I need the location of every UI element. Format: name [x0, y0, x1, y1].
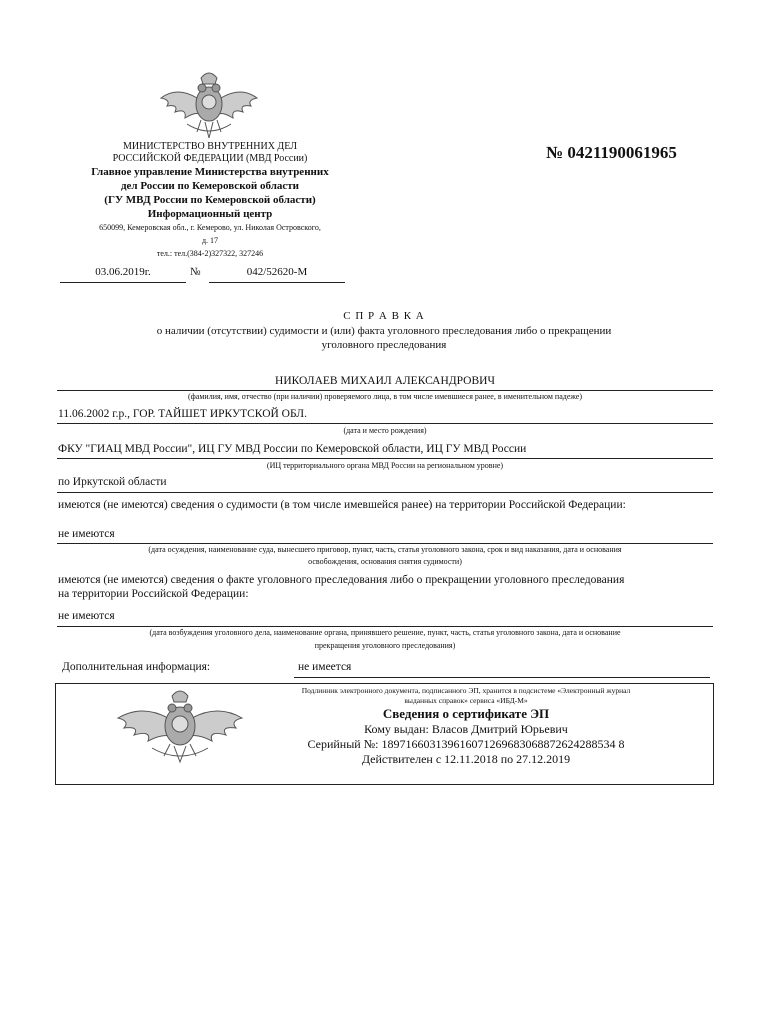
doc-subtitle-line2: уголовного преследования — [321, 339, 447, 351]
name-caption: (фамилия, имя, отчество (при наличии) проверяемого лица, в том числе имевшиеся ранее, в именительном падеже) — [187, 392, 583, 401]
conviction-value: не имеются — [58, 528, 115, 540]
conviction-caption-line2: освобождения, основания снятия судимости) — [308, 557, 462, 566]
birth-caption: (дата и место рождения) — [343, 426, 427, 435]
doc-subtitle-line1: о наличии (отсутствии) судимости и (или) факта уголовного преследования либо о прекращении — [156, 325, 612, 337]
ministry-line1: МИНИСТЕРСТВО ВНУТРЕННИХ ДЕЛ — [122, 141, 297, 152]
cert-valid: Действителен с 12.11.2018 по 27.12.2019 — [361, 752, 571, 766]
ic-caption: (ИЦ территориального органа МВД России на региональном уровне) — [266, 461, 504, 470]
cert-serial: Серийный №: 189716603139616071269683068872624288534 8 — [307, 737, 625, 751]
doc-title: С П Р А В К А — [343, 310, 425, 322]
certificate-box — [55, 683, 714, 785]
issue-date: 03.06.2019г. — [95, 266, 151, 278]
region-info: по Иркутской области — [58, 476, 167, 488]
additional-value: не имеется — [298, 661, 352, 673]
dept-line1: Главное управление Министерства внутренних — [91, 166, 329, 178]
cert-note-line1: Подлинник электронного документа, подписанного ЭП, хранится в подсистеме «Электронный журнал — [301, 686, 631, 695]
reg-number: 042/52620-М — [246, 266, 308, 278]
mvd-emblem-icon — [157, 68, 261, 146]
doc-number: № 0421190061965 — [546, 143, 677, 162]
cert-heading: Сведения о сертификате ЭП — [382, 706, 550, 721]
conviction-text: имеются (не имеются) сведения о судимости (в том числе имевшейся ранее) на территории Российской Федерации: — [58, 499, 626, 511]
prosecution-caption-line1: (дата возбуждения уголовного дела, наименование органа, принявшего решение, пункт, часть, статья уголовного закона, дата и основание — [149, 628, 621, 637]
dept-line4: Информационный центр — [147, 208, 273, 220]
prosecution-text-line1: имеются (не имеются) сведения о факте уголовного преследования либо о прекращении уголовного преследования — [58, 574, 625, 586]
cert-note-line2: выданных справок» сервиса «ИБД-М» — [404, 696, 528, 705]
mvd-emblem-icon — [112, 688, 248, 766]
prosecution-value: не имеются — [58, 610, 115, 622]
ministry-line2: РОССИЙСКОЙ ФЕДЕРАЦИИ (МВД России) — [112, 153, 308, 164]
number-sign: № — [190, 266, 201, 278]
prosecution-caption-line2: прекращения уголовного преследования) — [314, 641, 456, 650]
cert-issued-to: Кому выдан: Власов Дмитрий Юрьевич — [364, 722, 568, 736]
person-name: НИКОЛАЕВ МИХАИЛ АЛЕКСАНДРОВИЧ — [275, 375, 495, 387]
address-line2: д. 17 — [201, 236, 219, 245]
additional-label: Дополнительная информация: — [62, 661, 211, 673]
phone: тел.: тел.(384-2)327322, 327246 — [156, 249, 264, 258]
dept-line3: (ГУ МВД России по Кемеровской области) — [104, 194, 316, 206]
birth-info: 11.06.2002 г.р., ГОР. ТАЙШЕТ ИРКУТСКОЙ ОБЛ. — [58, 408, 307, 420]
prosecution-text-line2: на территории Российской Федерации: — [58, 588, 249, 600]
conviction-caption-line1: (дата осуждения, наименование суда, вынесшего приговор, пункт, часть, статья уголовного закона, срок и вид наказания, дата и основания — [148, 545, 622, 554]
address-line1: 650099, Кемеровская обл., г. Кемерово, ул. Николая Островского, — [99, 223, 321, 232]
dept-line2: дел России по Кемеровской области — [120, 180, 299, 192]
ic-info: ФКУ "ГИАЦ МВД России", ИЦ ГУ МВД России по Кемеровской области, ИЦ ГУ МВД России — [58, 443, 527, 455]
